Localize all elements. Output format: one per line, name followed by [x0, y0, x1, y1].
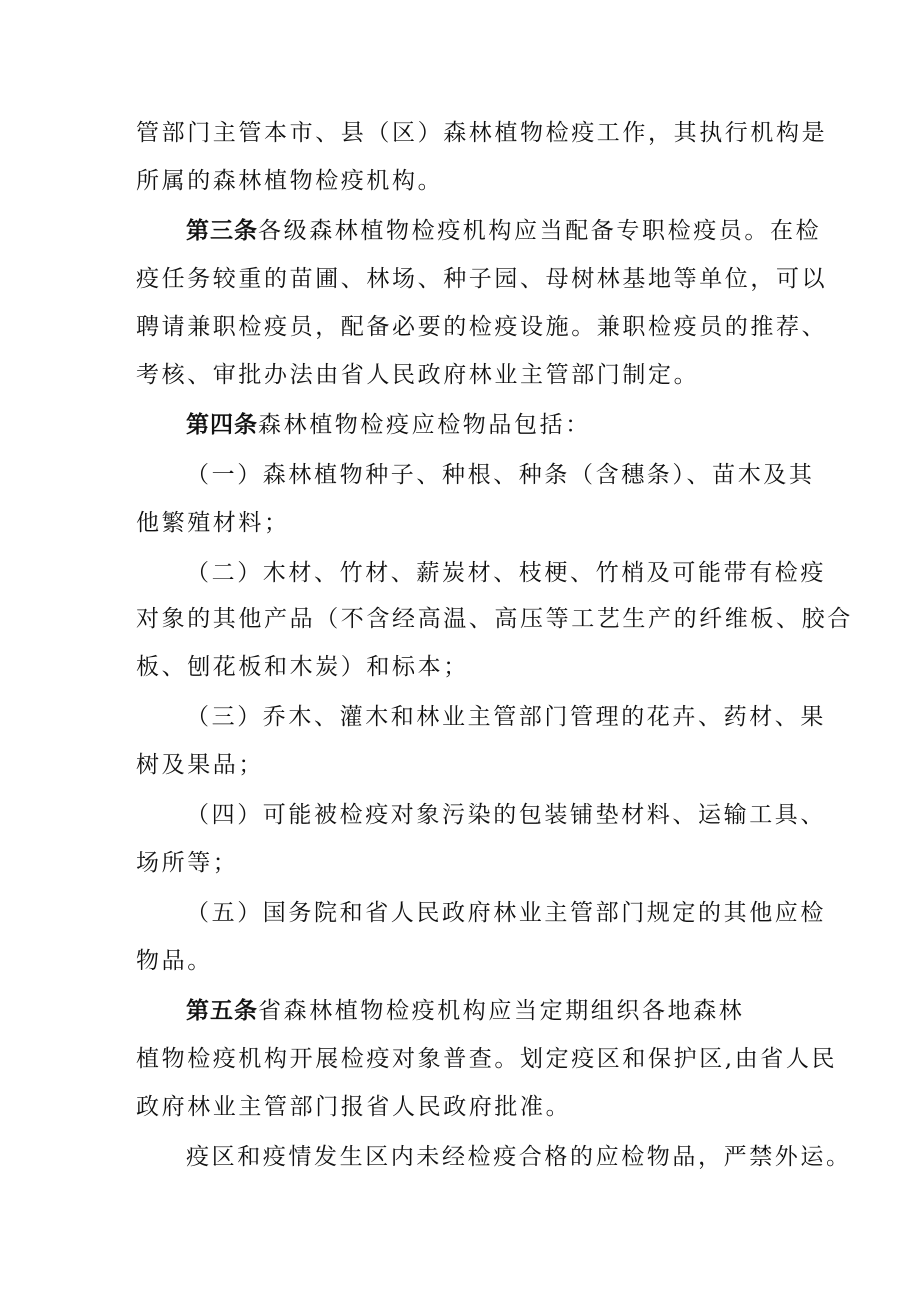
list-item-5: （五）国务院和省人民政府林业主管部门规定的其他应检: [186, 900, 826, 926]
paragraph-line: 对象的其他产品（不含经高温、高压等工艺生产的纤维板、胶合: [136, 606, 853, 632]
article-5-text: 省森林植物检疫机构应当定期组织各地森林: [258, 998, 745, 1024]
paragraph-line: 板、刨花板和木炭）和标本；: [136, 654, 469, 680]
list-item-1: （一）森林植物种子、种根、种条（含穗条）、苗木及其: [186, 462, 815, 488]
paragraph-line: 疫区和疫情发生区内未经检疫合格的应检物品，严禁外运。: [186, 1144, 852, 1170]
article-4-first-line: [186, 410, 591, 440]
article-4-heading: 第四条: [186, 412, 258, 438]
article-5-first-line: [186, 996, 744, 1026]
paragraph-line: 管部门主管本市、县（区）森林植物检疫工作，其执行机构是: [136, 120, 828, 146]
paragraph-line: 树及果品；: [136, 752, 264, 778]
paragraph-line: 聘请兼职检疫员，配备必要的检疫设施。兼职检疫员的推荐、: [136, 314, 828, 340]
paragraph-line: 政府林业主管部门报省人民政府批准。: [136, 1094, 572, 1120]
article-3-heading: 第三条: [186, 218, 258, 244]
list-item-4: （四）可能被检疫对象污染的包装铺垫材料、运输工具、: [186, 802, 826, 828]
list-item-2: （二）木材、竹材、薪炭材、枝梗、竹梢及可能带有检疫: [186, 560, 826, 586]
article-4-text: 森林植物检疫应检物品包括：: [258, 412, 591, 438]
article-3-first-line: [186, 216, 821, 246]
paragraph-line: 他繁殖材料；: [136, 510, 290, 536]
paragraph-line: 疫任务较重的苗圃、林场、种子园、母树林基地等单位，可以: [136, 266, 828, 292]
paragraph-line: 所属的森林植物检疫机构。: [136, 168, 444, 194]
paragraph-line: 考核、审批办法由省人民政府林业主管部门制定。: [136, 362, 700, 388]
article-5-heading: 第五条: [186, 998, 258, 1024]
paragraph-line: 物品。: [136, 948, 213, 974]
paragraph-line: 场所等；: [136, 850, 239, 876]
list-item-3: （三）乔木、灌木和林业主管部门管理的花卉、药材、果: [186, 704, 826, 730]
article-3-text: 各级森林植物检疫机构应当配备专职检疫员。在检: [258, 218, 822, 244]
paragraph-line: 植物检疫机构开展检疫对象普查。划定疫区和保护区,由省人民: [136, 1046, 838, 1072]
